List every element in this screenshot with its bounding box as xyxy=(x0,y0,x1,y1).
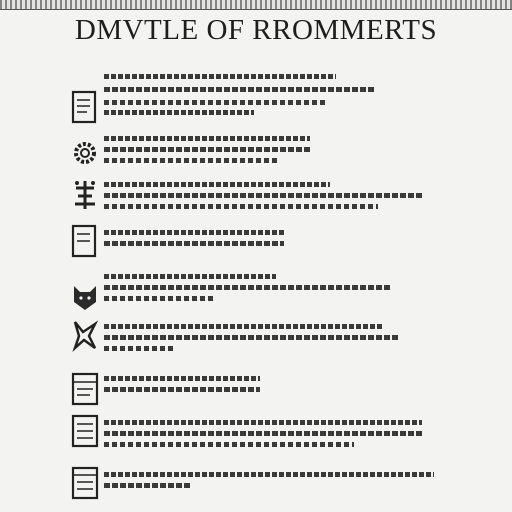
text-line xyxy=(104,230,284,235)
top-border xyxy=(0,0,512,9)
text-line xyxy=(104,110,254,115)
clipboard-icon xyxy=(70,224,100,258)
list-item xyxy=(68,268,440,318)
text-line xyxy=(104,335,400,340)
text-line xyxy=(104,241,284,246)
gear-icon xyxy=(70,136,100,170)
list-item xyxy=(68,318,440,370)
document-icon xyxy=(70,414,100,448)
text-line xyxy=(104,376,260,381)
list-item xyxy=(68,370,440,410)
cat-face-icon xyxy=(70,278,100,312)
text-line xyxy=(104,204,378,209)
list-item xyxy=(68,224,440,268)
text-line xyxy=(104,442,354,447)
clipboard-icon xyxy=(70,90,100,124)
text-line xyxy=(104,182,330,187)
person-icon xyxy=(70,318,100,352)
list-item xyxy=(68,410,440,462)
tree-icon xyxy=(70,178,100,212)
text-line xyxy=(104,274,276,279)
text-line xyxy=(104,87,374,92)
text-line xyxy=(104,136,310,141)
text-line xyxy=(104,193,422,198)
list-item xyxy=(68,462,440,506)
text-line xyxy=(104,472,434,477)
top-rule xyxy=(0,9,512,10)
text-line xyxy=(104,100,328,105)
text-line xyxy=(104,387,260,392)
text-line xyxy=(104,431,422,436)
list-item xyxy=(68,176,440,224)
document-title: DMVTLE OF RROMMERTS xyxy=(74,14,438,46)
text-line xyxy=(104,296,214,301)
text-line xyxy=(104,324,382,329)
text-line xyxy=(104,147,310,152)
text-line xyxy=(104,285,390,290)
list-item xyxy=(68,128,440,176)
document-icon xyxy=(70,466,100,500)
text-line xyxy=(104,420,422,425)
item-list xyxy=(68,68,440,506)
text-line xyxy=(104,158,278,163)
text-line xyxy=(104,346,176,351)
text-line xyxy=(104,483,192,488)
text-line xyxy=(104,74,336,79)
list-item xyxy=(68,68,440,128)
document-icon xyxy=(70,372,100,406)
